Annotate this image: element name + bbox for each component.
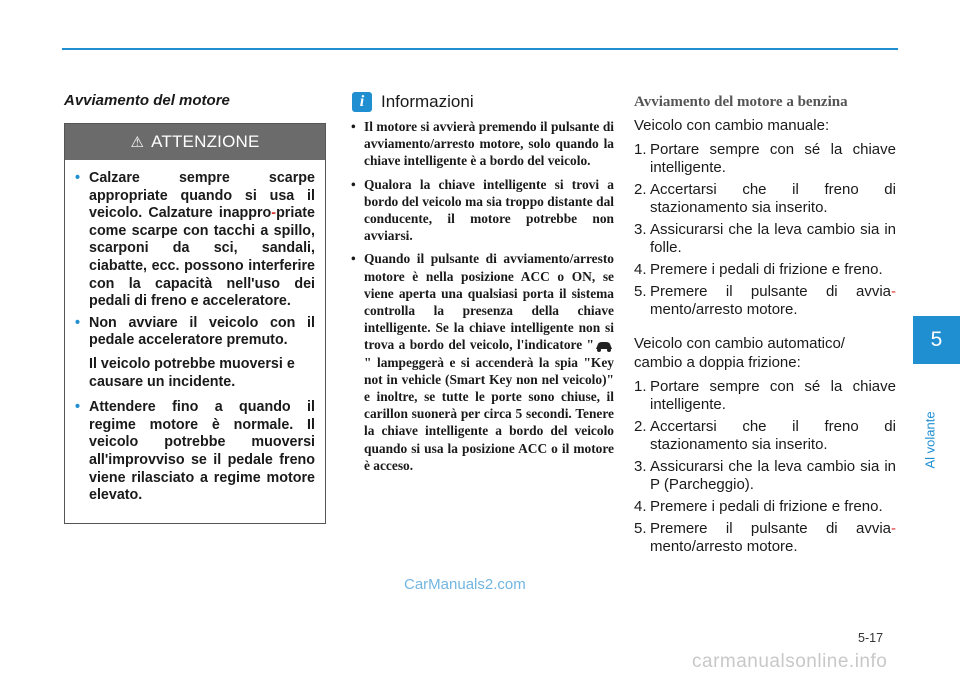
page-number: 5-17 (858, 631, 884, 645)
step-text: mento/arresto motore. (650, 301, 798, 319)
chapter-title: Al volante (922, 411, 938, 469)
hyphen: - (891, 283, 896, 301)
info-item-text: " lampeggerà e si accenderà la spia "Key not in vehicle (Smart Key non nel veicolo)" e inoltre, se tutte le porte sono chiuse, il carillon suonerà per circa 5 secondi. Tenere la chiave intelligente a bordo del veicolo quando si usa la posizione ACC o il motore è acceso. (364, 354, 614, 473)
info-title: Informazioni (381, 92, 474, 111)
step-item (634, 378, 896, 414)
step-item (634, 261, 896, 279)
warning-item (75, 315, 315, 350)
info-header (352, 92, 614, 112)
step-number: 4. (634, 261, 647, 279)
step-item (634, 283, 896, 319)
step-item (634, 498, 896, 516)
step-text: Accertarsi che il freno di stazionamento sia inserito. (650, 418, 896, 454)
info-icon: i (352, 92, 372, 112)
step-text: mento/arresto motore. (650, 538, 798, 556)
warning-header (65, 124, 325, 160)
warning-triangle-icon: ⚠ (130, 134, 145, 151)
footer-watermark: carmanualsonline.info (692, 651, 888, 672)
warning-item (75, 170, 315, 311)
step-text: Premere il pulsante di avvia (650, 520, 891, 538)
step-text: Assicurarsi che la leva cambio sia in folle. (650, 221, 896, 257)
step-text: Portare sempre con sé la chiave intelligente. (650, 378, 896, 414)
warning-item (75, 399, 315, 505)
top-rule (62, 48, 898, 50)
info-item (346, 250, 614, 474)
warning-item-text: priate come scarpe con tacchi a spillo, scarponi da sci, sandali, ciabatte, ecc. possono interferire con la capacità nell'uso dei pedali di freno e acceleratore. (89, 205, 315, 310)
warning-item-text: Calzare sempre scarpe appropriate quando si usa il veicolo. Calzature inappro (89, 170, 315, 222)
warning-box (64, 123, 326, 524)
section-title: Avviamento del motore (64, 92, 230, 109)
bullet-icon: • (75, 314, 81, 331)
bullet-icon: • (75, 170, 81, 186)
bullet-icon: • (351, 176, 356, 192)
step-number: 5. (634, 520, 647, 538)
middle-column (346, 92, 614, 480)
info-item-text: Qualora la chiave intelligente si trovi a bordo del veicolo ma sia troppo distante dal conducente, il motore potrebbe non avviarsi. (364, 176, 614, 244)
step-item (634, 458, 896, 494)
step-item (634, 520, 896, 556)
step-item (634, 181, 896, 217)
step-number: 5. (634, 283, 647, 301)
step-item (634, 141, 896, 177)
bullet-icon: • (351, 119, 356, 134)
step-text: Assicurarsi che la leva cambio sia in P (Parcheggio). (650, 458, 896, 494)
step-number: 1. (634, 378, 647, 396)
right-column (634, 92, 896, 560)
warning-sub-note: Il veicolo potrebbe muoversi e causare un incidente. (89, 355, 295, 390)
warning-item-text: Attendere fino a quando il regime motore è normale. Il veicolo potrebbe muoversi all'improvviso se il pedale freno viene rilasciato a regime motore elevato. (89, 399, 315, 504)
hyphen: - (891, 520, 896, 538)
step-text: Premere i pedali di frizione e freno. (650, 261, 883, 279)
step-number: 3. (634, 221, 647, 239)
section-title: Avviamento del motore a benzina (634, 94, 848, 110)
step-text: Portare sempre con sé la chiave intelligente. (650, 141, 896, 177)
step-text: Accertarsi che il freno di stazionamento sia inserito. (650, 181, 896, 217)
bullet-icon: • (351, 251, 356, 267)
step-text: Premere il pulsante di avvia (650, 283, 891, 301)
step-text: Premere i pedali di frizione e freno. (650, 498, 883, 516)
warning-header-label: ATTENZIONE (151, 132, 260, 151)
manual-intro: Veicolo con cambio manuale: (634, 117, 830, 134)
step-item (634, 418, 896, 454)
info-item-text: Il motore si avvierà premendo il pulsante di avviamento/arresto motore, solo quando la chiave intelligente è a bordo del veicolo. (364, 119, 614, 169)
left-column (64, 92, 326, 524)
step-number: 4. (634, 498, 647, 516)
info-item (346, 118, 614, 170)
step-item (634, 221, 896, 257)
step-number: 2. (634, 418, 647, 436)
chapter-number-tab: 5 (913, 316, 960, 364)
warning-body (65, 160, 325, 523)
step-number: 1. (634, 141, 647, 159)
bullet-icon: • (75, 399, 81, 416)
info-item-text: Quando il pulsante di avviamento/arresto motore è nella posizione ACC o ON, se viene aperta una qualsiasi porta il sistema controlla la presenza della chiave intelligente. Se la chiave intelligente non si trova a bordo del veicolo, l'indicatore " (364, 251, 614, 353)
hyphen: - (271, 205, 277, 222)
car-key-icon (594, 341, 614, 352)
warning-item-text: Non avviare il veicolo con il pedale acceleratore premuto. (89, 314, 315, 349)
watermark: CarManuals2.com (404, 576, 526, 593)
step-number: 3. (634, 458, 647, 476)
step-number: 2. (634, 181, 647, 199)
auto-intro: Veicolo con cambio automatico/ cambio a doppia frizione: (634, 335, 845, 371)
info-item (346, 176, 614, 245)
